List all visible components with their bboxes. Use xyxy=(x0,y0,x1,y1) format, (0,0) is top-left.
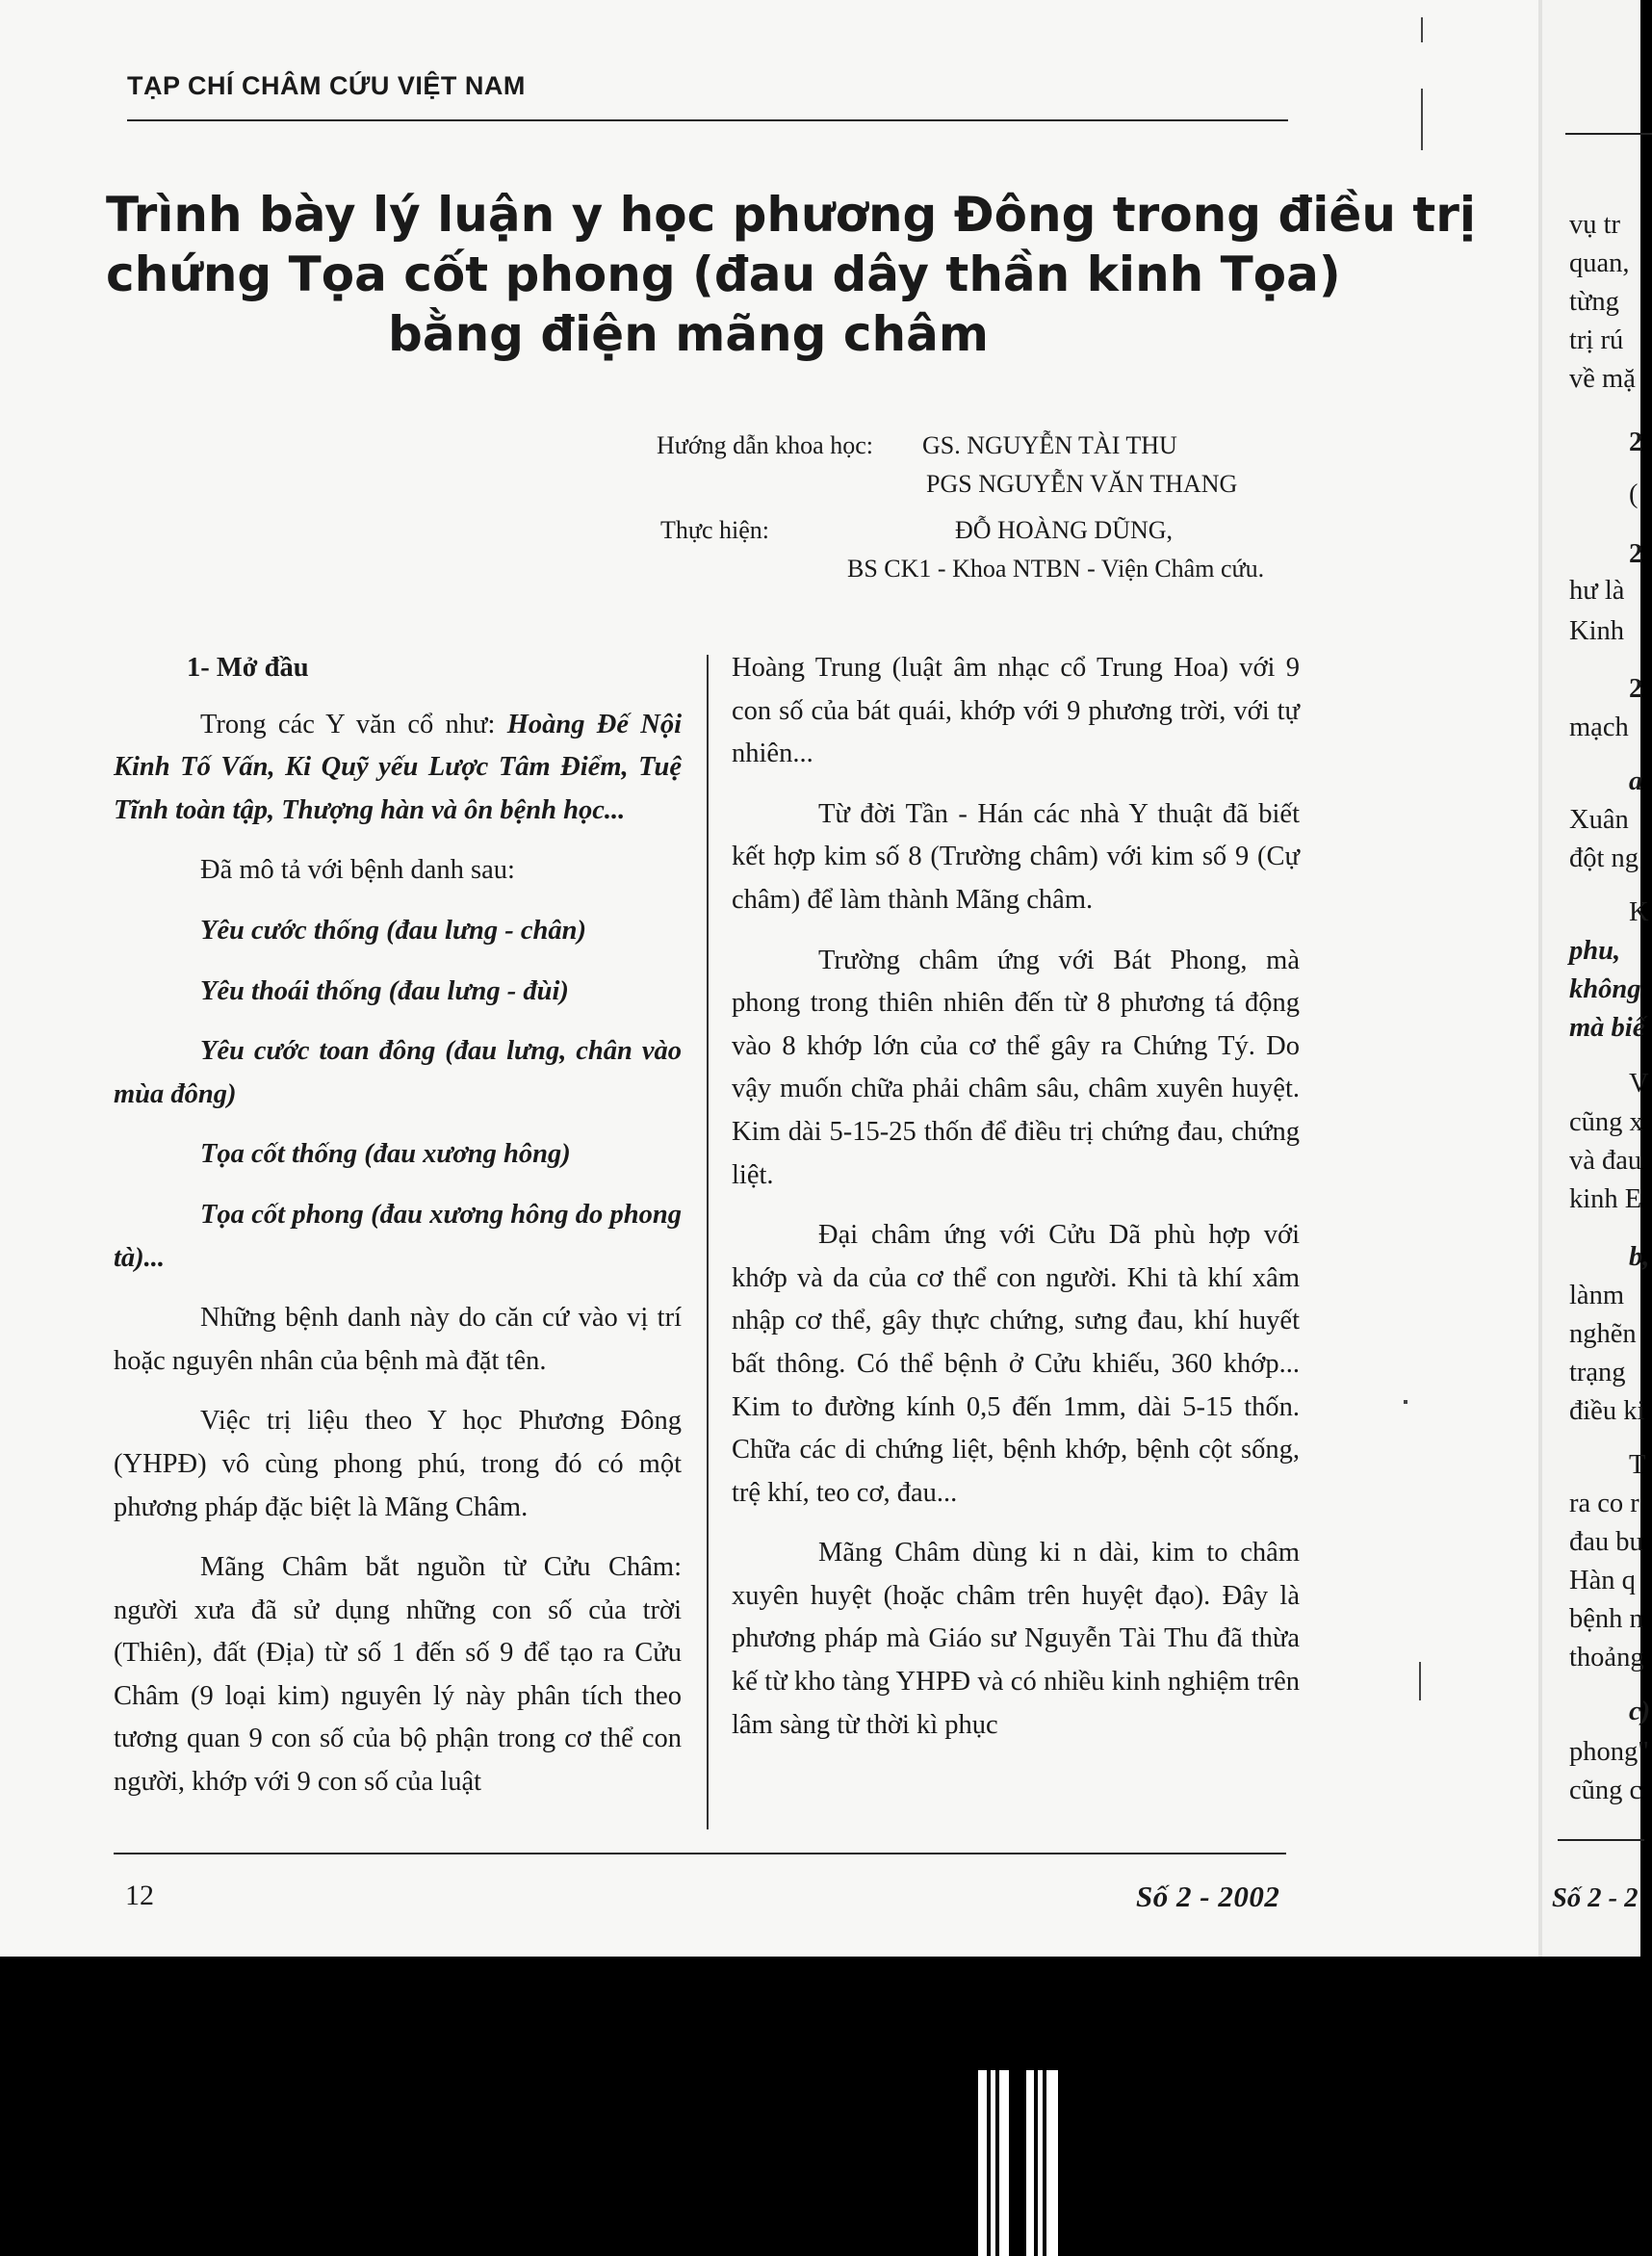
next-page-text: ( xyxy=(1629,480,1639,509)
barcode-strip xyxy=(970,2070,1067,2256)
next-page-text: 2 xyxy=(1629,428,1643,457)
barcode-bar xyxy=(1046,2070,1058,2256)
next-page-edge xyxy=(1542,0,1651,1957)
next-page-text: Xuân xyxy=(1569,805,1629,835)
next-page-text: bệnh n xyxy=(1569,1604,1643,1634)
column-2 xyxy=(732,647,1300,1764)
affiliation: BS CK1 - Khoa NTBN - Viện Châm cứu. xyxy=(847,555,1265,583)
issue-label: Số 2 - 2002 xyxy=(1136,1880,1280,1913)
disease-name: Yêu cước thống (đau lưng - chân) xyxy=(200,915,586,946)
next-page-text: quan, xyxy=(1569,248,1630,278)
next-page-text: 2 xyxy=(1629,674,1643,704)
next-page-text: mạch xyxy=(1569,713,1629,742)
next-page-text: thoảng xyxy=(1569,1643,1644,1673)
title-line-2: chứng Tọa cốt phong (đau dây thần kinh Tọa) xyxy=(106,246,1341,302)
next-page-text: b, xyxy=(1629,1242,1650,1272)
next-page-text: phong" xyxy=(1569,1737,1649,1767)
next-page-rule xyxy=(1565,133,1652,135)
next-page-text: mà biế xyxy=(1569,1013,1645,1043)
next-page-text: nghẽn xyxy=(1569,1319,1637,1349)
scan-mark xyxy=(1419,1662,1421,1700)
next-page-text: Hàn q xyxy=(1569,1566,1636,1595)
paragraph xyxy=(114,704,682,833)
disease-name: Yêu thoái thống (đau lưng - đùi) xyxy=(200,975,569,1006)
title-line-1: Trình bày lý luận y học phương Đông trong điều trị xyxy=(106,187,1477,243)
next-page-text: a xyxy=(1629,766,1643,796)
next-page-text: từng xyxy=(1569,287,1619,317)
next-page-text: về mặ xyxy=(1569,364,1636,394)
column-divider xyxy=(707,655,709,1829)
column-1 xyxy=(114,647,682,1822)
paragraph: Mãng Châm dùng ki n dài, kim to châm xuyên huyệt (hoặc châm trên huyệt đạo). Đây là phương pháp mà Giáo sư Nguyễn Tài Thu đã thừa kế từ kho tàng YHPĐ và có nhiều kinh nghiệm trên lâm sàng từ thời kì phục xyxy=(732,1538,1300,1740)
scan-mark xyxy=(1404,1400,1407,1404)
next-page-text: và đau xyxy=(1569,1146,1642,1176)
advisor-label: Hướng dẫn khoa học: xyxy=(657,431,873,459)
barcode-bar xyxy=(978,2070,987,2256)
paragraph: Hoàng Trung (luật âm nhạc cổ Trung Hoa) với 9 con số của bát quái, khớp với 9 phương trời, với tự nhiên... xyxy=(732,653,1300,769)
next-page-issue: Số 2 - 2 xyxy=(1552,1883,1639,1913)
next-page-text: hư là xyxy=(1569,576,1625,606)
paragraph: Đại châm ứng với Cửu Dã phù hợp với khớp và da của cơ thể con người. Khi tà khí xâm nhập cơ thể, gây thực chứng, sưng đau, khí huyết bất thông. Có thể bệnh ở Cửu khiếu, 360 khớp... Kim to đường kính 0,5 đến 1mm, dài 5-15 thốn. Chữa các di chứng liệt, bệnh khớp, bệnh cột sống, trệ khí, teo cơ, đau... xyxy=(732,1220,1300,1508)
next-page-text: đau bu xyxy=(1569,1527,1643,1557)
title-line-3: bằng điện mãng châm xyxy=(388,306,989,362)
classic-texts: Hoàng Đế Nội Kinh Tố Vấn, Ki Quỹ yếu Lược Tâm Điểm, Tuệ Tĩnh toàn tập, Thượng hàn và ôn bệnh học... xyxy=(114,709,683,825)
paragraph: Việc trị liệu theo Y học Phương Đông (YHPĐ) vô cùng phong phú, trong đó có một phương pháp đặc biệt là Mãng Châm. xyxy=(114,1406,682,1522)
barcode-bar xyxy=(999,2070,1009,2256)
barcode-bar xyxy=(1026,2070,1034,2256)
next-page-text: 2 xyxy=(1629,539,1643,569)
next-page-text: T xyxy=(1629,1450,1646,1480)
disease-name: Tọa cốt phong (đau xương hông do phong tà)... xyxy=(114,1199,682,1273)
scan-mark xyxy=(1421,89,1423,150)
journal-name: TẠP CHÍ CHÂM CỨU VIỆT NAM xyxy=(127,71,526,100)
barcode-bar xyxy=(991,2070,995,2256)
next-page-text: ra co r xyxy=(1569,1489,1639,1518)
next-page-text: trạng xyxy=(1569,1358,1626,1387)
next-page-text: kinh E xyxy=(1569,1184,1642,1214)
paragraph: Từ đời Tần - Hán các nhà Y thuật đã biết kết hợp kim số 8 (Trường châm) với kim số 9 (Cự châm) để làm thành Mãng châm. xyxy=(732,798,1300,915)
paragraph: Những bệnh danh này do căn cứ vào vị trí hoặc nguyên nhân của bệnh mà đặt tên. xyxy=(114,1303,682,1376)
next-page-footer-rule xyxy=(1558,1839,1644,1841)
paragraph: Trường châm ứng với Bát Phong, mà phong trong thiên nhiên đến từ 8 phương tá động vào 8 khớp lớn của cơ thể gây ra Chứng Tý. Do vậy muốn chữa phải châm sâu, châm xuyên huyệt. Kim dài 5-15-25 thốn để điều trị chứng đau, chứng liệt. xyxy=(732,945,1300,1190)
paragraph-lead: Trong các Y văn cổ như: xyxy=(200,709,507,739)
next-page-text: phu, xyxy=(1569,936,1621,966)
footer-rule xyxy=(114,1853,1286,1854)
barcode-bar xyxy=(1038,2070,1043,2256)
header-rule xyxy=(127,119,1288,121)
article-title xyxy=(106,185,1477,364)
next-page-text: không xyxy=(1569,974,1641,1004)
disease-name: Yêu cước toan đông (đau lưng, chân vào mùa đông) xyxy=(114,1036,682,1109)
performer-name: ĐỖ HOÀNG DŨNG, xyxy=(955,516,1174,544)
next-page-text: V xyxy=(1629,1069,1649,1099)
next-page-text: trị rú xyxy=(1569,325,1624,355)
next-page-text: Kinh xyxy=(1569,616,1624,646)
next-page-text: c) xyxy=(1629,1697,1651,1726)
next-page-text: lànm xyxy=(1569,1281,1624,1310)
disease-name: Tọa cốt thống (đau xương hông) xyxy=(200,1139,571,1170)
scan-mark xyxy=(1421,17,1423,42)
next-page-text: K xyxy=(1629,897,1649,927)
page-number: 12 xyxy=(125,1880,154,1911)
section-heading: 1- Mở đầu xyxy=(187,653,309,683)
next-page-text: điều ki xyxy=(1569,1396,1645,1426)
paragraph: Đã mô tả với bệnh danh sau: xyxy=(200,855,515,886)
next-page-text: cũng x xyxy=(1569,1107,1643,1137)
next-page-text: đột ng xyxy=(1569,843,1639,873)
advisor-1: GS. NGUYỄN TÀI THU xyxy=(922,431,1177,459)
next-page-text: vụ tr xyxy=(1569,210,1621,240)
next-page-text: cũng c xyxy=(1569,1776,1642,1805)
paragraph: Mãng Châm bắt nguồn từ Cửu Châm: người xưa đã sử dụng những con số của trời (Thiên), đất (Địa) từ số 1 đến số 9 để tạo ra Cửu Châm (9 loại kim) nguyên lý này phân tích theo tương quan 9 con số của bộ phận trong cơ thể con người, khớp với 9 con số của luật xyxy=(114,1552,682,1798)
advisor-2: PGS NGUYỄN VĂN THANG xyxy=(926,470,1238,498)
performer-label: Thực hiện: xyxy=(660,516,770,544)
